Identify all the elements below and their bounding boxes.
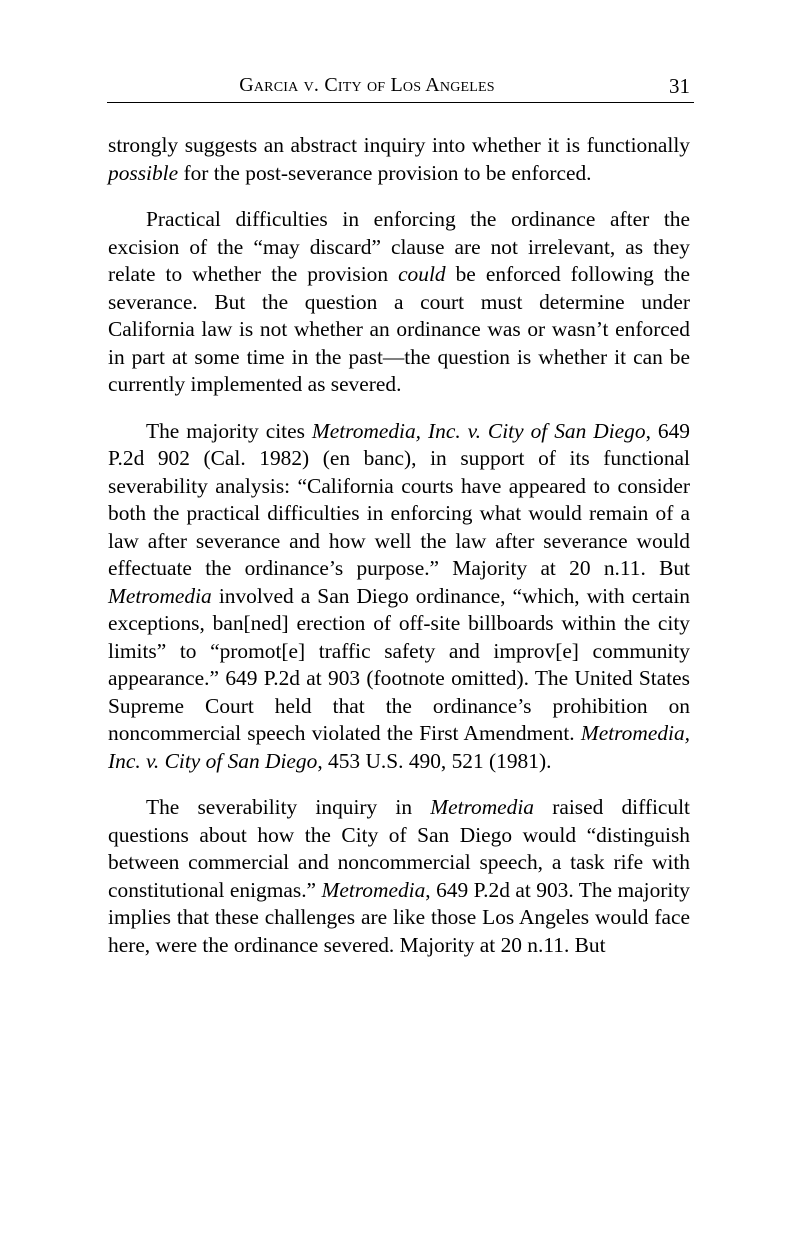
italic-span: Metromedia (108, 583, 212, 608)
italic-span: could (398, 262, 446, 286)
italic-span: Metromedia (430, 795, 535, 819)
text-span: , 453 U.S. 490, 521 (1981). (317, 748, 552, 773)
text-span: be enforced following the severance. But the question a court must determine under California law is not whether an ordinance was or wasn’t enforced in part at some time in the past—the question is whether it can be currently implemented as severed. (108, 262, 690, 396)
case-title: Garcia v. City of Los Angeles (239, 74, 495, 96)
italic-span: possible (108, 160, 179, 185)
paragraph-3 (108, 418, 690, 776)
text-span: Practical difficulties in enforcing the ordinance after the excision of the “may discard” clause are not irrelevant, as they relate to whether the provision (108, 207, 690, 286)
text-span: , 649 P.2d 902 (Cal. 1982) (en banc), in support of its functional severability analysis: “California courts have appeared to consider both the practical difficulties in enforcing what would remain of a law after severance and how well the law after severance would effectuate the ordinance’s purpose.” Majority at 20 n.11. But (108, 418, 690, 580)
italic-span: Metromedia (321, 877, 426, 902)
paragraph-1 (108, 132, 690, 187)
text-span: The severability inquiry in (146, 795, 431, 819)
text-span: strongly suggests an abstract inquiry into whether it is functionally (108, 133, 690, 157)
text-span: for the post-severance provision to be enforced. (178, 160, 592, 185)
running-header (107, 74, 694, 103)
paragraph-4 (108, 794, 690, 959)
text-span: , 649 P.2d at 903. The majority implies that these challenges are like those Los Angeles would face here, were the ordinance severed. Majority at 20 n.11. But (108, 877, 690, 957)
page-number: 31 (669, 74, 690, 98)
text-span: involved a San Diego ordinance, “which, with certain exceptions, ban[ned] erection of off-site billboards within the city limits” to “promot[e] traffic safety and improv[e] community appearance.” 649 P.2d at 903 (footnote omitted). The United States Supreme Court held that the ordinance’s prohibition on noncommercial speech violated the First Amendment. (108, 583, 690, 745)
paragraph-2 (108, 206, 690, 399)
text-span: raised difficult questions about how the City of San Diego would “distinguish between commercial and noncommercial speech, a task rife with constitutional enigmas.” (108, 795, 690, 902)
italic-span: Metromedia, Inc. v. City of San Diego (311, 418, 646, 443)
opinion-text (108, 132, 690, 978)
text-span: The majority cites (146, 418, 312, 443)
italic-span: Metromedia, Inc. v. City of San Diego (108, 721, 690, 773)
